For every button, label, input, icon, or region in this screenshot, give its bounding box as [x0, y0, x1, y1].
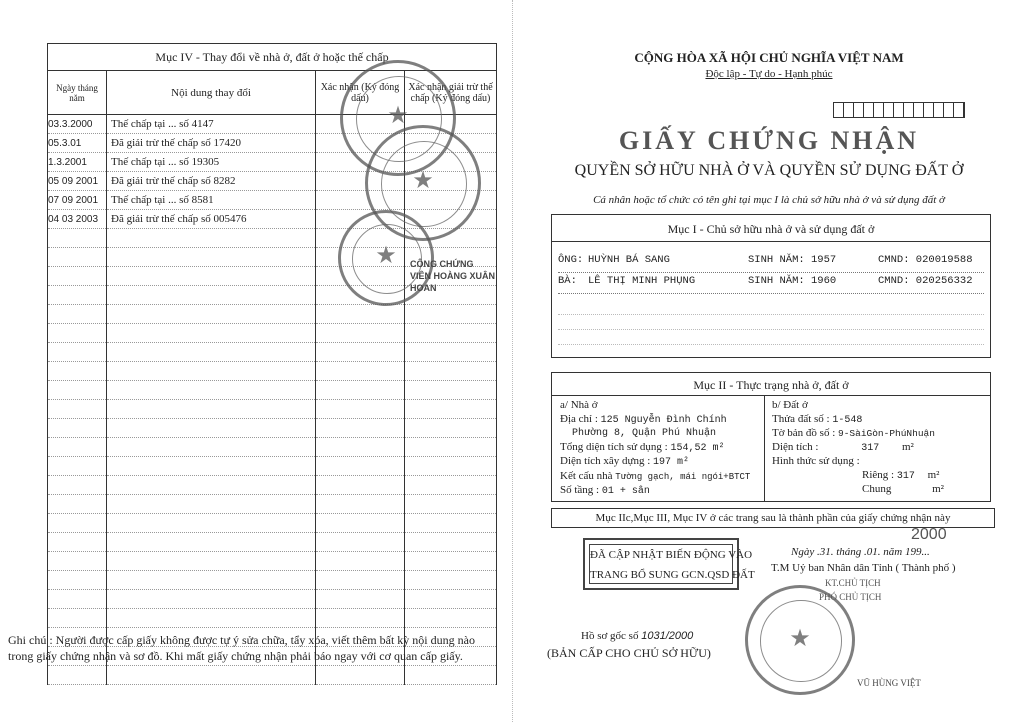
house-address-line2: Phường 8, Quận Phú Nhuận — [572, 428, 717, 439]
row-confirm — [316, 419, 405, 438]
row-date — [48, 267, 107, 286]
row-content: Đã giải trừ thế chấp số 17420 — [107, 134, 316, 153]
row-content — [107, 457, 316, 476]
table-row — [48, 381, 497, 400]
row-release — [405, 476, 497, 495]
table-row — [48, 571, 497, 590]
right-page — [512, 0, 1024, 722]
row-release — [405, 343, 497, 362]
row-content — [107, 286, 316, 305]
round-stamp-3: ★ — [338, 210, 434, 306]
row-confirm — [316, 590, 405, 609]
map-label: Tờ bản đồ số : — [772, 427, 836, 439]
table-row — [48, 476, 497, 495]
row-content — [107, 305, 316, 324]
owner-title: BÀ: — [558, 275, 577, 287]
owner-id: CMND: 020256332 — [878, 275, 973, 287]
row-confirm — [316, 457, 405, 476]
motto: Độc lập - Tự do - Hạnh phúc — [705, 68, 833, 80]
table-row — [48, 495, 497, 514]
row-content — [107, 590, 316, 609]
row-date: 07 09 2001 — [48, 191, 107, 210]
row-date: 05.3.01 — [48, 134, 107, 153]
file-number: 1031/2000 — [641, 630, 694, 642]
house-heading: a/ Nhà ở — [560, 399, 598, 411]
row-release — [405, 552, 497, 571]
row-content — [107, 362, 316, 381]
land-area-label: Diện tích : — [772, 440, 819, 453]
row-content — [107, 533, 316, 552]
table-row — [48, 438, 497, 457]
table-row — [48, 324, 497, 343]
row-confirm — [316, 381, 405, 400]
row-content — [107, 419, 316, 438]
row-content — [107, 381, 316, 400]
row-release — [405, 590, 497, 609]
section-i-title: Mục I - Chủ sở hữu nhà ở và sử dụng đất ở — [552, 215, 990, 242]
structure-label: Kết cấu nhà — [560, 469, 613, 482]
issuer-role-2: PHÓ CHỦ TỊCH — [819, 592, 882, 602]
owner-name: LÊ THỊ MINH PHỤNG — [588, 275, 696, 287]
row-date — [48, 229, 107, 248]
row-content: Đã giải trừ thế chấp số 005476 — [107, 210, 316, 229]
row-content — [107, 324, 316, 343]
shared-label: Chung — [862, 483, 892, 495]
date-line: Ngày .31. tháng .01. năm 199... — [791, 546, 930, 558]
owner-row — [558, 254, 984, 273]
land-area-unit: m² — [901, 440, 914, 453]
table-row — [48, 457, 497, 476]
row-date: 04 03 2003 — [48, 210, 107, 229]
round-stamp-1: ★ — [340, 60, 456, 176]
table-row — [48, 419, 497, 438]
row-date — [48, 571, 107, 590]
row-confirm — [316, 571, 405, 590]
row-release — [405, 438, 497, 457]
table-row — [48, 533, 497, 552]
table-row — [48, 552, 497, 571]
header-date: Ngày tháng năm — [48, 71, 107, 115]
row-date — [48, 286, 107, 305]
section-iv-title: Mục IV - Thay đổi về nhà ở, đất ở hoặc thế chấp — [48, 44, 497, 71]
row-release — [405, 495, 497, 514]
use-form-label: Hình thức sử dụng : — [772, 455, 860, 467]
row-date — [48, 552, 107, 571]
house-info — [560, 399, 760, 499]
row-content: Đã giải trừ thế chấp số 8282 — [107, 172, 316, 191]
row-confirm — [316, 324, 405, 343]
row-release — [405, 609, 497, 628]
issuer-role-1: KT.CHỦ TỊCH — [825, 578, 881, 588]
row-date — [48, 457, 107, 476]
file-number-line — [581, 630, 693, 642]
row-confirm — [316, 533, 405, 552]
file-number-label: Hồ sơ gốc số — [581, 630, 639, 642]
row-release — [405, 400, 497, 419]
row-date — [48, 381, 107, 400]
floors-label: Số tầng : — [560, 484, 600, 496]
private-area: 317 — [896, 470, 915, 482]
row-content — [107, 343, 316, 362]
owner-name: HUỲNH BÁ SANG — [588, 254, 670, 266]
row-release — [405, 419, 497, 438]
row-date — [48, 609, 107, 628]
owner-birth: SINH NĂM: 1960 — [748, 275, 837, 287]
land-heading: b/ Đất ở — [772, 399, 808, 411]
row-date — [48, 476, 107, 495]
land-area: 317 — [861, 442, 880, 454]
intro-text: Cá nhân hoặc tổ chức có tên ghi tại mục I là chủ sở hữu nhà ở và sử dụng đất ở — [593, 194, 945, 206]
house-address: 125 Nguyễn Đình Chính — [600, 414, 727, 426]
serial-number-boxes — [833, 102, 965, 118]
private-label: Riêng : — [862, 468, 895, 481]
row-content — [107, 438, 316, 457]
owner-row — [558, 275, 984, 294]
floors: 01 + sân — [601, 486, 650, 497]
row-release — [405, 457, 497, 476]
row-date — [48, 324, 107, 343]
row-date — [48, 438, 107, 457]
row-confirm — [316, 362, 405, 381]
row-confirm — [316, 552, 405, 571]
notary-stamp-text: CÔNG CHỨNG VIÊN HOÀNG XUÂN HOAN — [410, 259, 496, 293]
row-content — [107, 514, 316, 533]
handwritten-year: 2000 — [911, 526, 947, 543]
row-content — [107, 400, 316, 419]
shared-unit: m² — [932, 483, 944, 495]
house-address-label: Địa chỉ : — [560, 412, 598, 425]
row-date — [48, 533, 107, 552]
section-ii-box — [551, 372, 991, 502]
land-info — [772, 399, 984, 497]
row-confirm — [316, 305, 405, 324]
row-confirm — [316, 495, 405, 514]
row-content — [107, 666, 316, 685]
header-confirm: Xác nhận (Ký đóng dấu) — [316, 71, 405, 115]
row-date: 03.3.2000 — [48, 115, 107, 134]
row-release — [405, 533, 497, 552]
update-stamp-line2: TRANG BỔ SUNG GCN.QSD ĐẤT — [590, 569, 755, 581]
row-confirm — [316, 609, 405, 628]
row-date — [48, 362, 107, 381]
table-row — [48, 362, 497, 381]
note-text: Ghi chú : Người được cấp giấy không được tự ý sửa chữa, tẩy xóa, viết thêm bất kỳ nội dung nào trong giấy chứng nhận và sơ đồ. Khi mất giấy chứng nhận phải báo ngay với cơ quan cấp giấy. — [8, 633, 475, 663]
row-content — [107, 571, 316, 590]
row-content — [107, 248, 316, 267]
owners-list — [552, 242, 990, 345]
row-release — [405, 514, 497, 533]
header-content: Nội dung thay đổi — [107, 71, 316, 115]
owner-birth: SINH NĂM: 1957 — [748, 254, 837, 266]
row-date: 05 09 2001 — [48, 172, 107, 191]
update-stamp-line1: ĐÃ CẬP NHẬT BIẾN ĐỘNG VÀO — [590, 549, 753, 561]
update-stamp — [583, 538, 755, 590]
section-ii-title: Mục II - Thực trạng nhà ở, đất ở — [552, 373, 990, 396]
signer-name: VŨ HÙNG VIỆT — [857, 678, 921, 688]
row-confirm — [316, 666, 405, 685]
table-row — [48, 343, 497, 362]
certificate-title: GIẤY CHỨNG NHẬN — [618, 126, 920, 155]
build-area: 197 m² — [653, 457, 690, 468]
row-date — [48, 590, 107, 609]
table-row — [48, 305, 497, 324]
certificate-subtitle: QUYỀN SỞ HỮU NHÀ Ở VÀ QUYỀN SỬ DỤNG ĐẤT Ở — [574, 162, 964, 179]
row-release — [405, 666, 497, 685]
parcel-label: Thửa đất số : — [772, 412, 830, 425]
row-date — [48, 495, 107, 514]
section-i-box — [551, 214, 991, 358]
row-release — [405, 324, 497, 343]
row-release — [405, 381, 497, 400]
round-stamp-2: ★ — [365, 125, 481, 241]
table-row — [48, 666, 497, 685]
map-sheet: 9-SàiGòn-PhúNhuận — [838, 428, 935, 439]
row-confirm — [316, 438, 405, 457]
build-area-label: Diện tích xây dựng : — [560, 455, 651, 467]
row-content — [107, 267, 316, 286]
row-content — [107, 476, 316, 495]
row-date — [48, 514, 107, 533]
country-header: CỘNG HÒA XÃ HỘI CHỦ NGHĨA VIỆT NAM — [634, 50, 904, 65]
sections-note: Mục IIc,Mục III, Mục IV ở các trang sau là thành phần của giấy chứng nhận này — [551, 508, 995, 528]
parcel: 1-548 — [832, 414, 863, 426]
header-release: Xác nhận giải trừ thế chấp (Ký đóng dấu) — [405, 71, 497, 115]
row-content — [107, 609, 316, 628]
row-date — [48, 666, 107, 685]
row-content: Thế chấp tại ... số 4147 — [107, 115, 316, 134]
owner-id: CMND: 020019588 — [878, 254, 973, 266]
private-unit: m² — [927, 468, 940, 481]
row-date — [48, 419, 107, 438]
table-row — [48, 400, 497, 419]
row-content — [107, 229, 316, 248]
row-confirm — [316, 400, 405, 419]
floor-area-label: Tổng diện tích sử dụng : — [560, 440, 668, 453]
row-date — [48, 400, 107, 419]
official-seal: ★ — [745, 585, 855, 695]
row-content: Thế chấp tại ... số 8581 — [107, 191, 316, 210]
row-release — [405, 362, 497, 381]
row-content: Thế chấp tại ... số 19305 — [107, 153, 316, 172]
row-confirm — [316, 514, 405, 533]
table-row — [48, 609, 497, 628]
table-row — [48, 590, 497, 609]
row-date — [48, 248, 107, 267]
row-release — [405, 305, 497, 324]
issuer: T.M Uỷ ban Nhân dân Tỉnh ( Thành phố ) — [771, 562, 956, 574]
owner-title: ÔNG: — [558, 254, 584, 266]
row-confirm — [316, 476, 405, 495]
copy-note: (BẢN CẤP CHO CHỦ SỞ HỮU) — [547, 646, 711, 660]
table-row — [48, 514, 497, 533]
floor-area: 154,52 m² — [670, 442, 725, 454]
row-content — [107, 552, 316, 571]
row-release — [405, 571, 497, 590]
row-date: 1.3.2001 — [48, 153, 107, 172]
row-content — [107, 495, 316, 514]
row-date — [48, 305, 107, 324]
structure: Tường gạch, mái ngói+BTCT — [615, 471, 751, 482]
row-confirm — [316, 343, 405, 362]
row-date — [48, 343, 107, 362]
